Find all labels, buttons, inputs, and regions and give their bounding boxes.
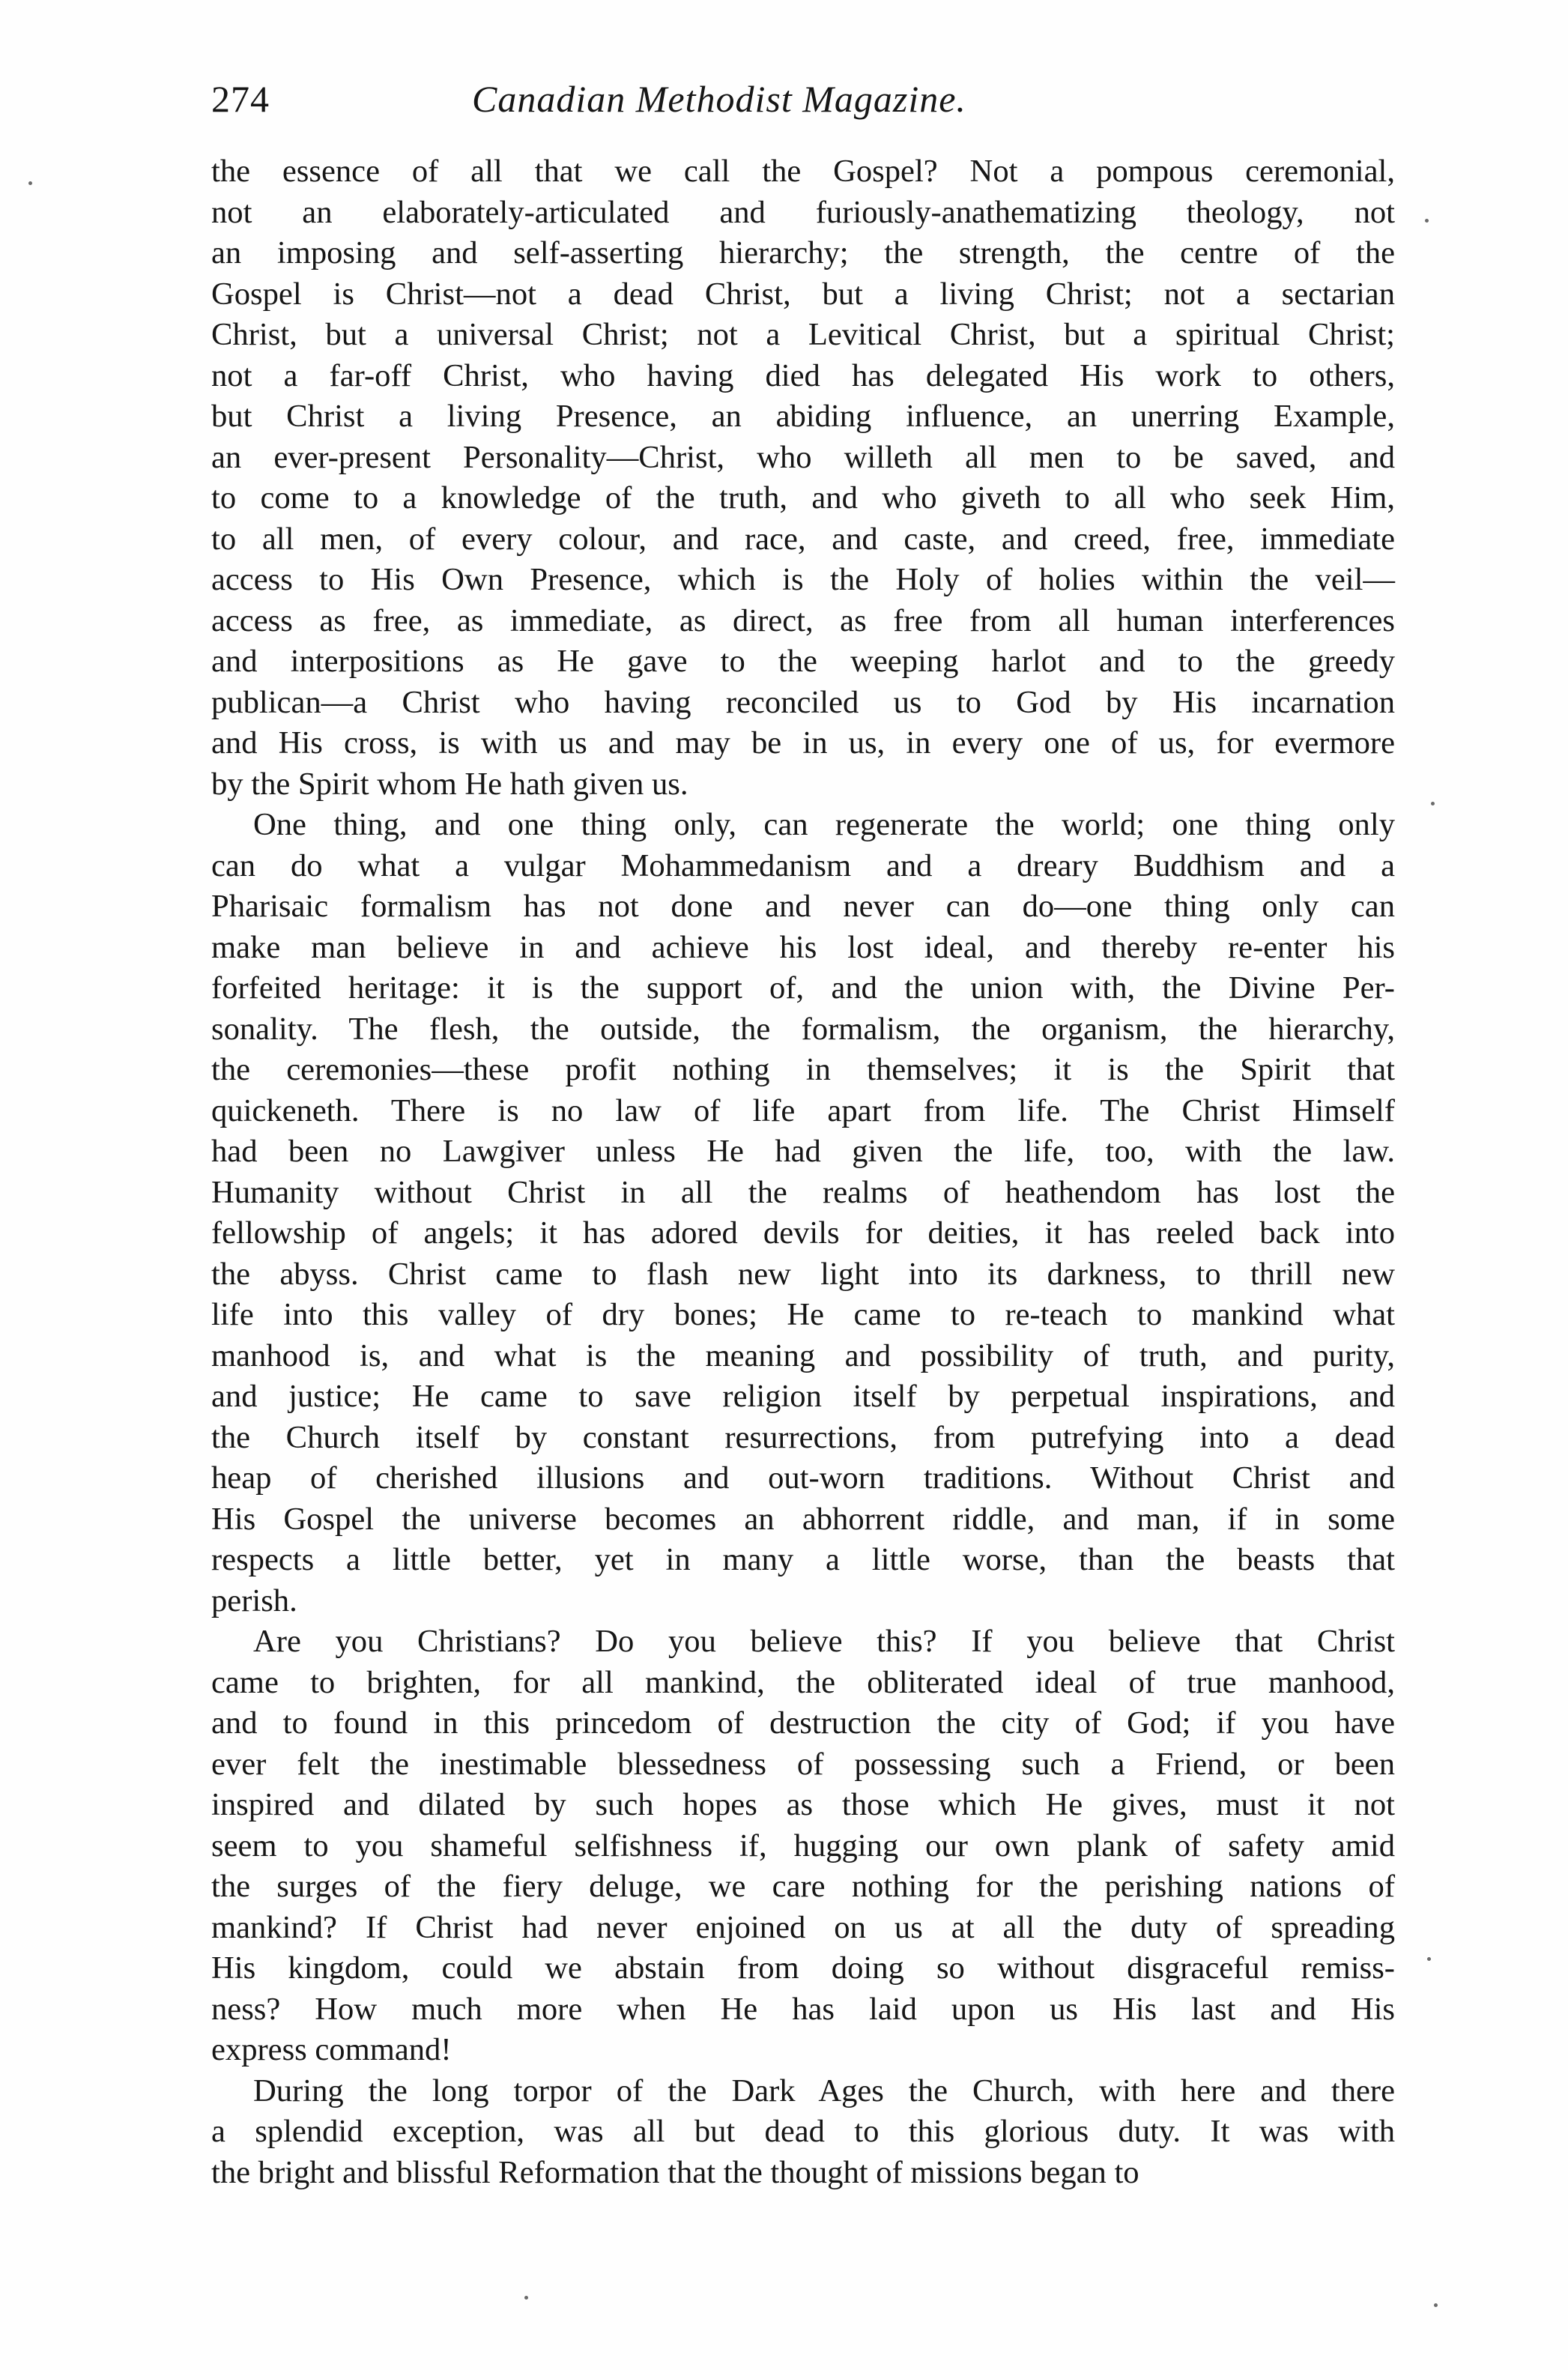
text-line: a splendid exception, was all but dead to this glorious duty. It was with [211, 2114, 1395, 2149]
text-line: express command! [211, 2032, 452, 2067]
text-line: by the Spirit whom He hath given us. [211, 766, 688, 802]
text-line: and interpositions as He gave to the weeping harlot and to the greedy [211, 644, 1395, 679]
text-line: fellowship of angels; it has adored devils for deities, it has reeled back into [211, 1215, 1395, 1251]
text-line: access as free, as immediate, as direct, as free from all human interferences [211, 602, 1395, 638]
text-line: the bright and blissful Reformation that the thought of missions began to [211, 2154, 1139, 2190]
text-line: ness? How much more when He has laid upon us His last and His [211, 1991, 1395, 2027]
paragraph [211, 1621, 1395, 2071]
text-line: access to His Own Presence, which is the Holy of holies within the veil— [211, 562, 1395, 597]
text-line: Gospel is Christ—not a dead Christ, but a living Christ; not a sectarian [211, 276, 1395, 312]
text-line: and His cross, is with us and may be in us, in every one of us, for evermore [211, 725, 1395, 761]
text-line: had been no Lawgiver unless He had given the life, too, with the law. [211, 1134, 1395, 1169]
text-line: During the long torpor of the Dark Ages the Church, with here and there [253, 2073, 1395, 2108]
text-line: to all men, of every colour, and race, and caste, and creed, free, immediate [211, 521, 1395, 557]
text-line: ever felt the inestimable blessedness of possessing such a Friend, or been [211, 1746, 1395, 1782]
text-line: the essence of all that we call the Gospel? Not a pompous ceremonial, [211, 154, 1395, 189]
scan-speck [1427, 1957, 1431, 1961]
scan-speck [1431, 802, 1435, 805]
text-line: and to found in this princedom of destruction the city of God; if you have [211, 1705, 1395, 1741]
text-line: can do what a vulgar Mohammedanism and a dreary Buddhism and a [211, 847, 1395, 883]
text-line: seem to you shameful selfishness if, hugging our own plank of safety amid [211, 1828, 1395, 1863]
text-line: the surges of the fiery deluge, we care nothing for the perishing nations of [211, 1869, 1395, 1904]
text-line: an ever-present Personality—Christ, who willeth all men to be saved, and [211, 439, 1395, 475]
scan-speck [1434, 2303, 1438, 2307]
article-body [211, 151, 1395, 2193]
text-line: inspired and dilated by such hopes as those which He gives, must it not [211, 1787, 1395, 1822]
text-line: forfeited heritage: it is the support of, and the union with, the Divine Per- [211, 970, 1395, 1006]
scan-speck [524, 2296, 528, 2300]
text-line: the abyss. Christ came to flash new light into its darkness, to thrill new [211, 1256, 1395, 1292]
scan-speck [1425, 219, 1429, 223]
text-line: not a far-off Christ, who having died has delegated His work to others, [211, 357, 1395, 393]
text-line: His kingdom, could we abstain from doing so without disgraceful remiss- [211, 1950, 1395, 1986]
text-line: Pharisaic formalism has not done and never can do—one thing only can [211, 889, 1395, 924]
text-line: not an elaborately-articulated and furiously-anathematizing theology, not [211, 194, 1395, 230]
scan-speck [28, 181, 32, 185]
text-line: but Christ a living Presence, an abiding influence, an unerring Example, [211, 399, 1395, 434]
text-line: respects a little better, yet in many a little worse, than the beasts that [211, 1542, 1395, 1577]
text-line: sonality. The flesh, the outside, the formalism, the organism, the hierarchy, [211, 1011, 1395, 1047]
journal-title: Canadian Methodist Magazine. [472, 78, 966, 120]
paragraph [211, 2071, 1395, 2194]
paragraph [211, 805, 1395, 1621]
text-line: make man believe in and achieve his lost ideal, and thereby re-enter his [211, 929, 1395, 965]
text-line: Humanity without Christ in all the realms of heathendom has lost the [211, 1174, 1395, 1210]
text-line: quickeneth. There is no law of life apart from life. The Christ Himself [211, 1092, 1395, 1128]
text-line: an imposing and self-asserting hierarchy; the strength, the centre of the [211, 235, 1395, 270]
text-line: manhood is, and what is the meaning and possibility of truth, and purity, [211, 1337, 1395, 1373]
text-line: the Church itself by constant resurrections, from putrefying into a dead [211, 1419, 1395, 1455]
text-line: Christ, but a universal Christ; not a Levitical Christ, but a spiritual Christ; [211, 317, 1395, 352]
page-number: 274 [211, 78, 270, 120]
text-line: mankind? If Christ had never enjoined on us at all the duty of spreading [211, 1909, 1395, 1945]
text-line: the ceremonies—these profit nothing in themselves; it is the Spirit that [211, 1052, 1395, 1087]
text-line: Are you Christians? Do you believe this? If you believe that Christ [253, 1624, 1395, 1659]
text-line: and justice; He came to save religion itself by perpetual inspirations, and [211, 1379, 1395, 1414]
running-head [211, 69, 1395, 129]
text-line: His Gospel the universe becomes an abhorrent riddle, and man, if in some [211, 1501, 1395, 1537]
text-line: perish. [211, 1582, 297, 1618]
text-line: publican—a Christ who having reconciled us to God by His incarnation [211, 684, 1395, 720]
text-line: heap of cherished illusions and out-worn traditions. Without Christ and [211, 1460, 1395, 1496]
text-line: life into this valley of dry bones; He came to re-teach to mankind what [211, 1297, 1395, 1332]
text-line: to come to a knowledge of the truth, and who giveth to all who seek Him, [211, 480, 1395, 516]
text-line: came to brighten, for all mankind, the obliterated ideal of true manhood, [211, 1664, 1395, 1700]
paragraph [211, 151, 1395, 805]
text-line: One thing, and one thing only, can regenerate the world; one thing only [253, 807, 1395, 842]
